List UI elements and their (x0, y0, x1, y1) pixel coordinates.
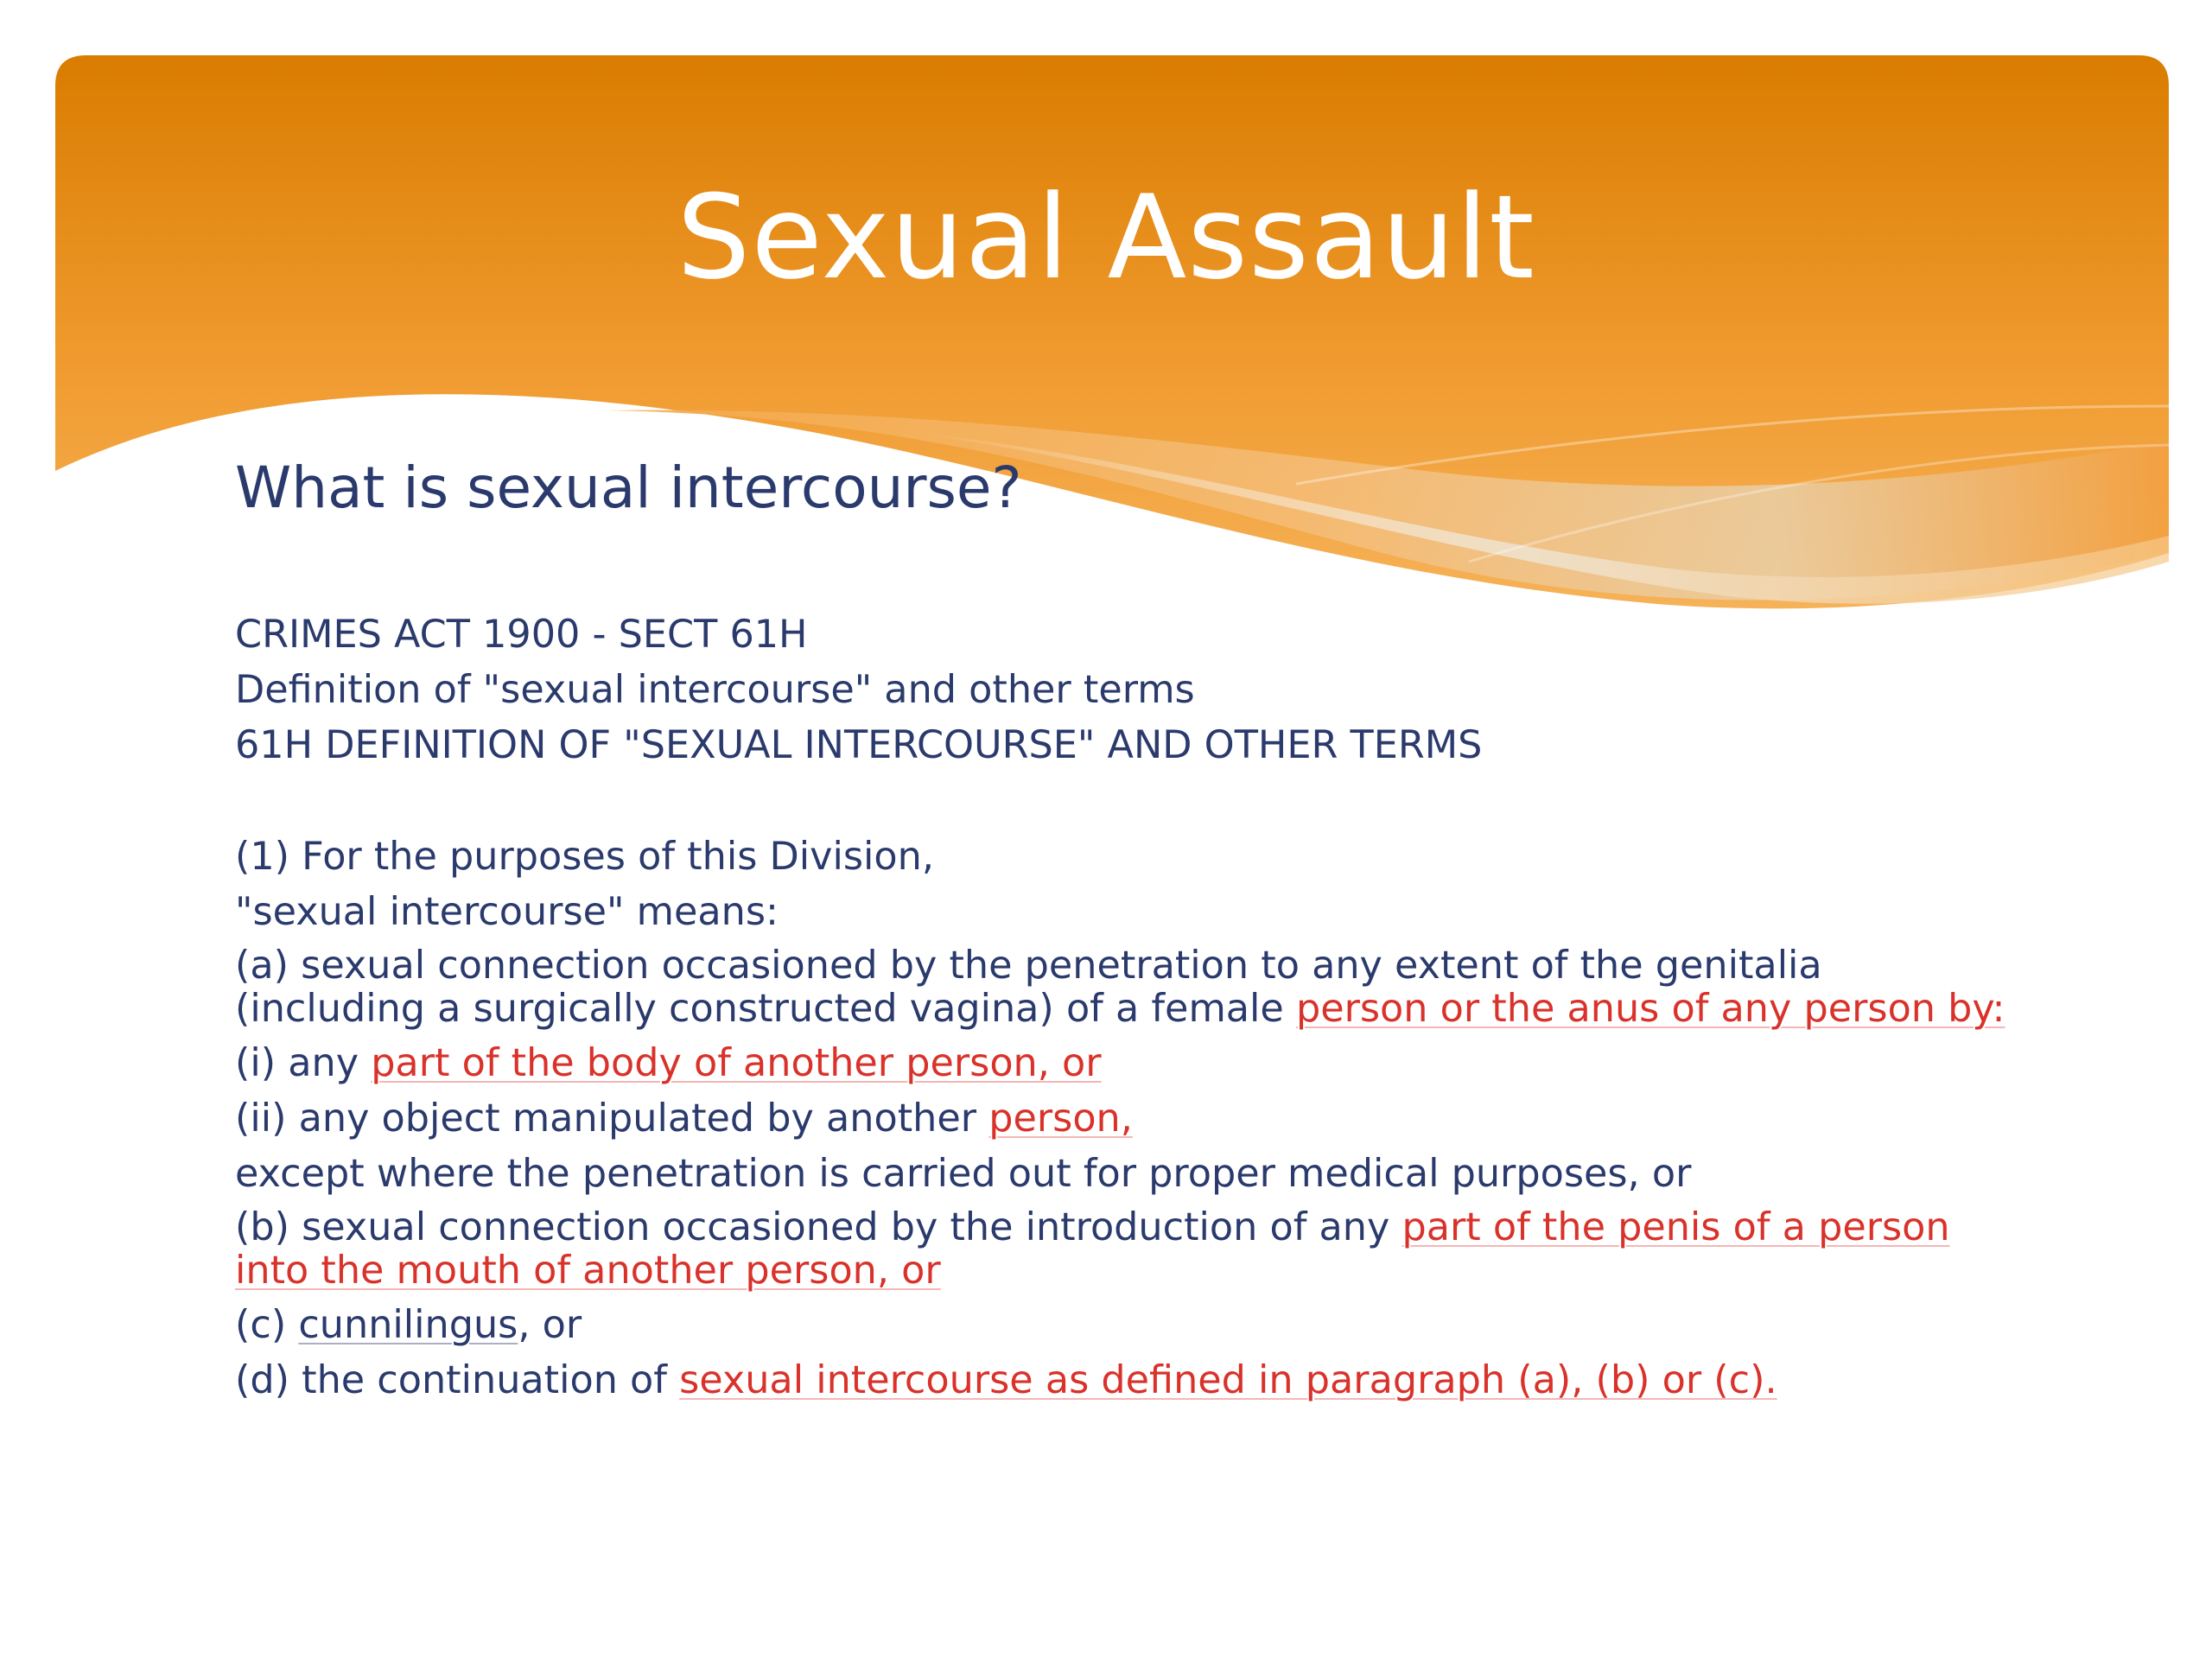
clause-ii (235, 1096, 2006, 1141)
clause-1: (1) For the purposes of this Division, (235, 835, 934, 879)
clause-b-highlight[interactable]: part of the penis of a person into the mouth of another person, or (235, 1205, 1950, 1293)
clause-d-highlight[interactable]: sexual intercourse as defined in paragraph (a), (b) or (c). (679, 1358, 1777, 1402)
clause-2: "sexual intercourse" means: (235, 890, 779, 934)
clause-c-word: cunnilingus (298, 1303, 518, 1347)
clause-a-highlight[interactable]: person or the anus of any person by: (1295, 987, 2005, 1031)
clause-c-suffix: , or (518, 1303, 582, 1347)
clause-c-prefix: (c) (235, 1303, 299, 1347)
clause-b (235, 1206, 2006, 1293)
clause-i-text: (i) any (235, 1041, 372, 1085)
act-heading-3: 61H DEFINITION OF "SEXUAL INTERCOURSE" AND OTHER TERMS (235, 723, 1483, 767)
clause-c (235, 1302, 2006, 1348)
clause-ii-highlight[interactable]: person, (988, 1096, 1133, 1141)
clause-i (235, 1040, 2006, 1086)
act-heading-1: CRIMES ACT 1900 - SECT 61H (235, 613, 808, 657)
slide-body (235, 612, 2006, 1413)
clause-a (235, 944, 2006, 1031)
header-wave-background (0, 0, 2212, 657)
slide-subtitle: What is sexual intercourse? (235, 454, 1022, 521)
clause-i-highlight[interactable]: part of the body of another person, or (371, 1041, 1102, 1085)
clause-b-text: (b) sexual connection occasioned by the introduction of any (235, 1205, 1402, 1249)
spacer (235, 778, 2006, 834)
slide-title: Sexual Assault (677, 170, 1535, 305)
clause-except: except where the penetration is carried out for proper medical purposes, or (235, 1152, 1692, 1196)
clause-d-text: (d) the continuation of (235, 1358, 680, 1402)
clause-ii-text: (ii) any object manipulated by another (235, 1096, 989, 1141)
clause-a-text: (a) sexual connection occasioned by the penetration to any extent of the genitalia (including a surgically constructed vagina) of a female (235, 944, 1822, 1031)
act-heading-2: Definition of "sexual intercourse" and other terms (235, 668, 1195, 712)
clause-d (235, 1357, 2006, 1403)
